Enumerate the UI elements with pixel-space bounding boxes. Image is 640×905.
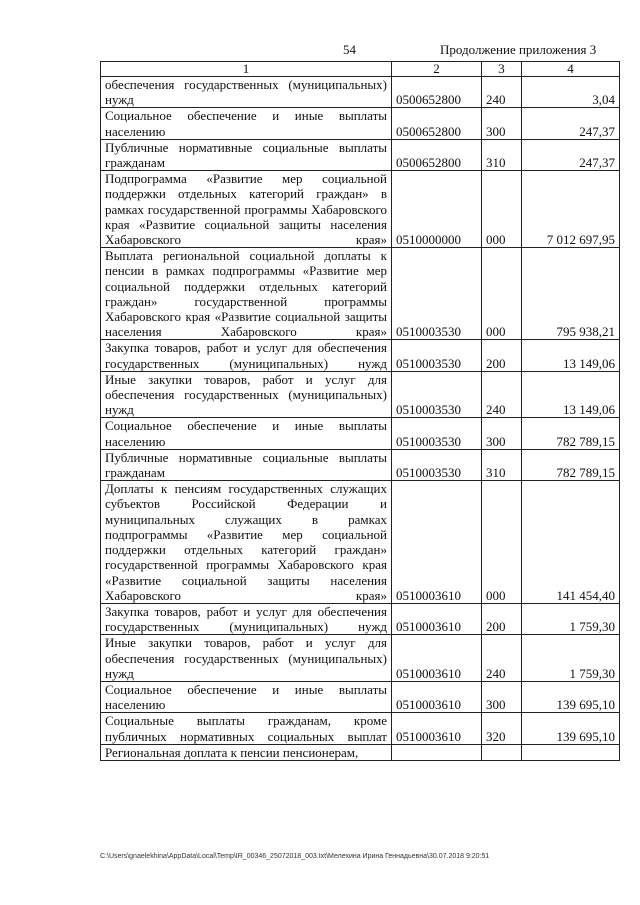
expense-type-code: 240: [482, 635, 522, 682]
continuation-note: Продолжение приложения 3: [440, 42, 597, 57]
row-name: Социальное обеспечение и иные выплаты населению: [101, 108, 392, 139]
table-row: [101, 77, 620, 108]
amount-value: 13 149,06: [522, 371, 620, 418]
target-article-code: 0510003610: [392, 713, 482, 744]
expense-type-code: 200: [482, 603, 522, 634]
expense-type-code: 320: [482, 713, 522, 744]
expense-type-code: 310: [482, 449, 522, 480]
row-name: Доплаты к пенсиям государственных служащих субъектов Российской Федерации и муниципальных служащих в рамках подпрограммы «Развитие мер социальной поддержки отдельных категорий граждан» государственной программы Хабаровского края «Развитие социальной защиты населения Хабаровского края»: [101, 481, 392, 604]
target-article-code: 0510003610: [392, 481, 482, 604]
amount-value: 139 695,10: [522, 681, 620, 712]
row-name: Выплата региональной социальной доплаты к пенсии в рамках подпрограммы «Развитие мер социальной поддержки отдельных категорий граждан» государственной программы Хабаровского края «Развитие социальной защиты населения Хабаровского края»: [101, 248, 392, 340]
row-name: Закупка товаров, работ и услуг для обеспечения государственных (муниципальных) нужд: [101, 340, 392, 371]
amount-value: 13 149,06: [522, 340, 620, 371]
expense-type-code: 200: [482, 340, 522, 371]
row-name: Региональная доплата к пенсии пенсионерам,: [101, 744, 392, 760]
target-article-code: 0510003530: [392, 248, 482, 340]
amount-value: 7 012 697,95: [522, 171, 620, 248]
row-name: Социальное обеспечение и иные выплаты населению: [101, 681, 392, 712]
column-header: 3: [482, 62, 522, 77]
target-article-code: 0510000000: [392, 171, 482, 248]
table-row: [101, 108, 620, 139]
expense-type-code: 000: [482, 171, 522, 248]
amount-value: 247,37: [522, 108, 620, 139]
expense-type-code: 240: [482, 77, 522, 108]
amount-value: 1 759,30: [522, 603, 620, 634]
column-header: 4: [522, 62, 620, 77]
amount-value: 782 789,15: [522, 449, 620, 480]
target-article-code: 0510003530: [392, 371, 482, 418]
table-row: [101, 744, 620, 760]
target-article-code: 0500652800: [392, 139, 482, 170]
target-article-code: 0510003610: [392, 635, 482, 682]
table-row: [101, 418, 620, 449]
amount-value: 3,04: [522, 77, 620, 108]
table-row: [101, 449, 620, 480]
row-name: Иные закупки товаров, работ и услуг для обеспечения государственных (муниципальных) нужд: [101, 371, 392, 418]
target-article-code: 0510003530: [392, 418, 482, 449]
expense-type-code: 300: [482, 681, 522, 712]
amount-value: 1 759,30: [522, 635, 620, 682]
table-row: [101, 635, 620, 682]
table-row: [101, 171, 620, 248]
table-row: [101, 603, 620, 634]
expense-type-code: 000: [482, 248, 522, 340]
row-name: Закупка товаров, работ и услуг для обеспечения государственных (муниципальных) нужд: [101, 603, 392, 634]
expense-type-code: 300: [482, 108, 522, 139]
column-header: 2: [392, 62, 482, 77]
amount-value: 247,37: [522, 139, 620, 170]
amount-value: 795 938,21: [522, 248, 620, 340]
row-name: Подпрограмма «Развитие мер социальной поддержки отдельных категорий граждан» в рамках государственной программы Хабаровского края «Развитие социальной защиты населения Хабаровского края»: [101, 171, 392, 248]
amount-value: 782 789,15: [522, 418, 620, 449]
table-row: [101, 139, 620, 170]
table-row: [101, 481, 620, 604]
amount-value: 141 454,40: [522, 481, 620, 604]
row-name: Социальное обеспечение и иные выплаты населению: [101, 418, 392, 449]
amount-value: 139 695,10: [522, 713, 620, 744]
row-name: обеспечения государственных (муниципальных) нужд: [101, 77, 392, 108]
budget-table: [100, 61, 620, 761]
target-article-code: [392, 744, 482, 760]
table-row: [101, 248, 620, 340]
table-row: [101, 681, 620, 712]
target-article-code: 0510003610: [392, 681, 482, 712]
row-name: Публичные нормативные социальные выплаты гражданам: [101, 139, 392, 170]
amount-value: [522, 744, 620, 760]
target-article-code: 0510003530: [392, 449, 482, 480]
expense-type-code: 300: [482, 418, 522, 449]
column-header: 1: [101, 62, 392, 77]
expense-type-code: 310: [482, 139, 522, 170]
file-path-footer: C:\Users\gnaelekhina\AppData\Local\Temp\IR_00346_25072018_003.txt\Мелехина Ирина Геннадьевна\30.07.2018 9:20:51: [100, 853, 490, 860]
row-name: Иные закупки товаров, работ и услуг для обеспечения государственных (муниципальных) нужд: [101, 635, 392, 682]
target-article-code: 0500652800: [392, 77, 482, 108]
table-row: [101, 340, 620, 371]
expense-type-code: 240: [482, 371, 522, 418]
row-name: Социальные выплаты гражданам, кроме публичных нормативных социальных выплат: [101, 713, 392, 744]
expense-type-code: 000: [482, 481, 522, 604]
target-article-code: 0510003530: [392, 340, 482, 371]
table-row: [101, 713, 620, 744]
target-article-code: 0500652800: [392, 108, 482, 139]
table-row: [101, 371, 620, 418]
row-name: Публичные нормативные социальные выплаты гражданам: [101, 449, 392, 480]
target-article-code: 0510003610: [392, 603, 482, 634]
expense-type-code: [482, 744, 522, 760]
table-header-row: [101, 62, 620, 77]
page-number: 54: [343, 42, 356, 57]
